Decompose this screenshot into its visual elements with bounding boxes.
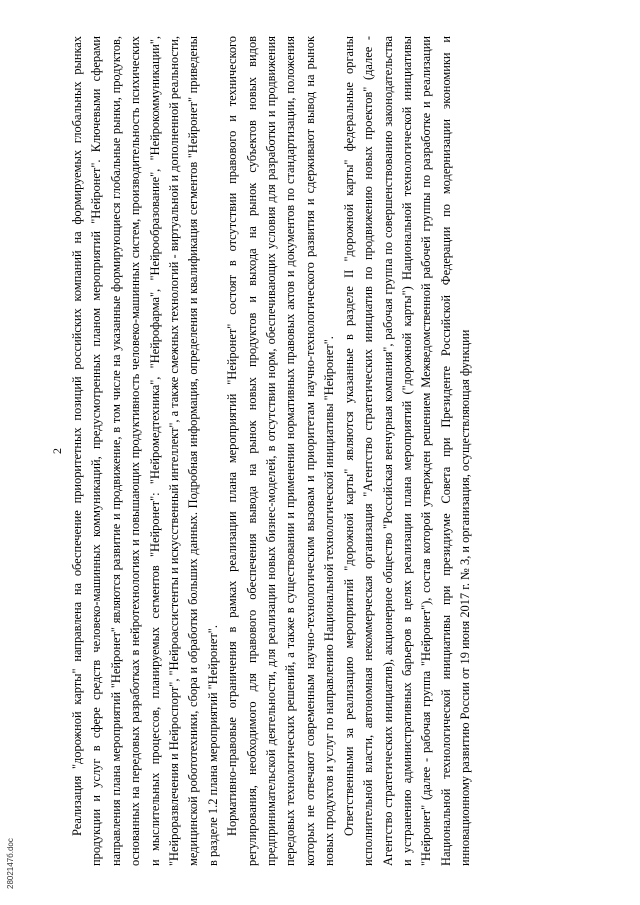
- page-number: 2: [50, 448, 64, 454]
- paragraph-regulatory-limits: Нормативно-правовые ограничения в рамках реализации плана мероприятий "Нейронет" состоят в отсутствии правового и технического регулирования, необходимого для правового обеспечения вывода на рынок новых продуктов и выхода на рынок субъектов новых видов предпринимательской деятельности, для реализации новых бизнес-моделей, в отсутствии норм, обеспечивающих условия для разработки и продвижения передовых технологических решений, а также в существовании и применении нормативных правовых актов и документов по стандартизации, положения которых не отвечают современным научно-технологическим вызовам и приоритетам научно-технологического развития и сдерживают вывод на рынок новых продуктов и услуг по направлению Национальной технологической инициативы "Нейронет".: [225, 36, 337, 866]
- rotated-text-block: [50, 36, 590, 866]
- paragraph-roadmap-goals: Реализация "дорожной карты" направлена на обеспечение приоритетных позиций российских компаний на формируемых глобальных рынках продукции и услуг в сфере средств человеко-машинных коммуникаций, предусмотренных планом мероприятий "Нейронет". Ключевыми сферами направления плана мероприятий "Нейронет" являются развитие и продвижение, в том числе на указанные формирующиеся глобальные рынки, продуктов, основанных на передовых разработках в нейротехнологиях и повышающих продуктивность человеко-машинных систем, производительность психических и мыслительных процессов, планируемых сегментов "Нейронет": "Нейромедтехника", "Нейрофарма", "Нейрообразование", "Нейрокоммуникации", "Нейроразвлечения и Нейроспорт", "Нейроассистенты и искусственный интеллект", а также смежных технологий - виртуальной и дополненной реальности, медицинской робототехники, сбора и обработки больших данных. Подробная информация, определения и квалификация сегментов "Нейронет" приведены в разделе 1.2 плана мероприятий "Нейронет".: [70, 36, 220, 866]
- paragraph-responsible-parties: Ответственными за реализацию мероприятий "дорожной карты" являются указанные в разделе II "дорожной карты" федеральные органы исполнительной власти, автономная некоммерческая организация "Агентство стратегических инициатив по продвижению новых проектов" (далее - Агентство стратегических инициатив), акционерное общество "Российская венчурная компания", рабочая группа по совершенствованию законодательства и устранению административных барьеров в целях реализации плана мероприятий ("дорожной карты") Национальной технологической инициативы "Нейронет" (далее - рабочая группа "Нейронет"), состав которой утвержден решением Межведомственной рабочей группы по разработке и реализации Национальной технологической инициативы при президиуме Совета при Президенте Российской Федерации по модернизации экономики и инновационному развитию России от 19 июня 2017 г. № 3, и организация, осуществляющая функции: [341, 36, 473, 866]
- footer-file-code: 2802147б.doc: [6, 838, 15, 889]
